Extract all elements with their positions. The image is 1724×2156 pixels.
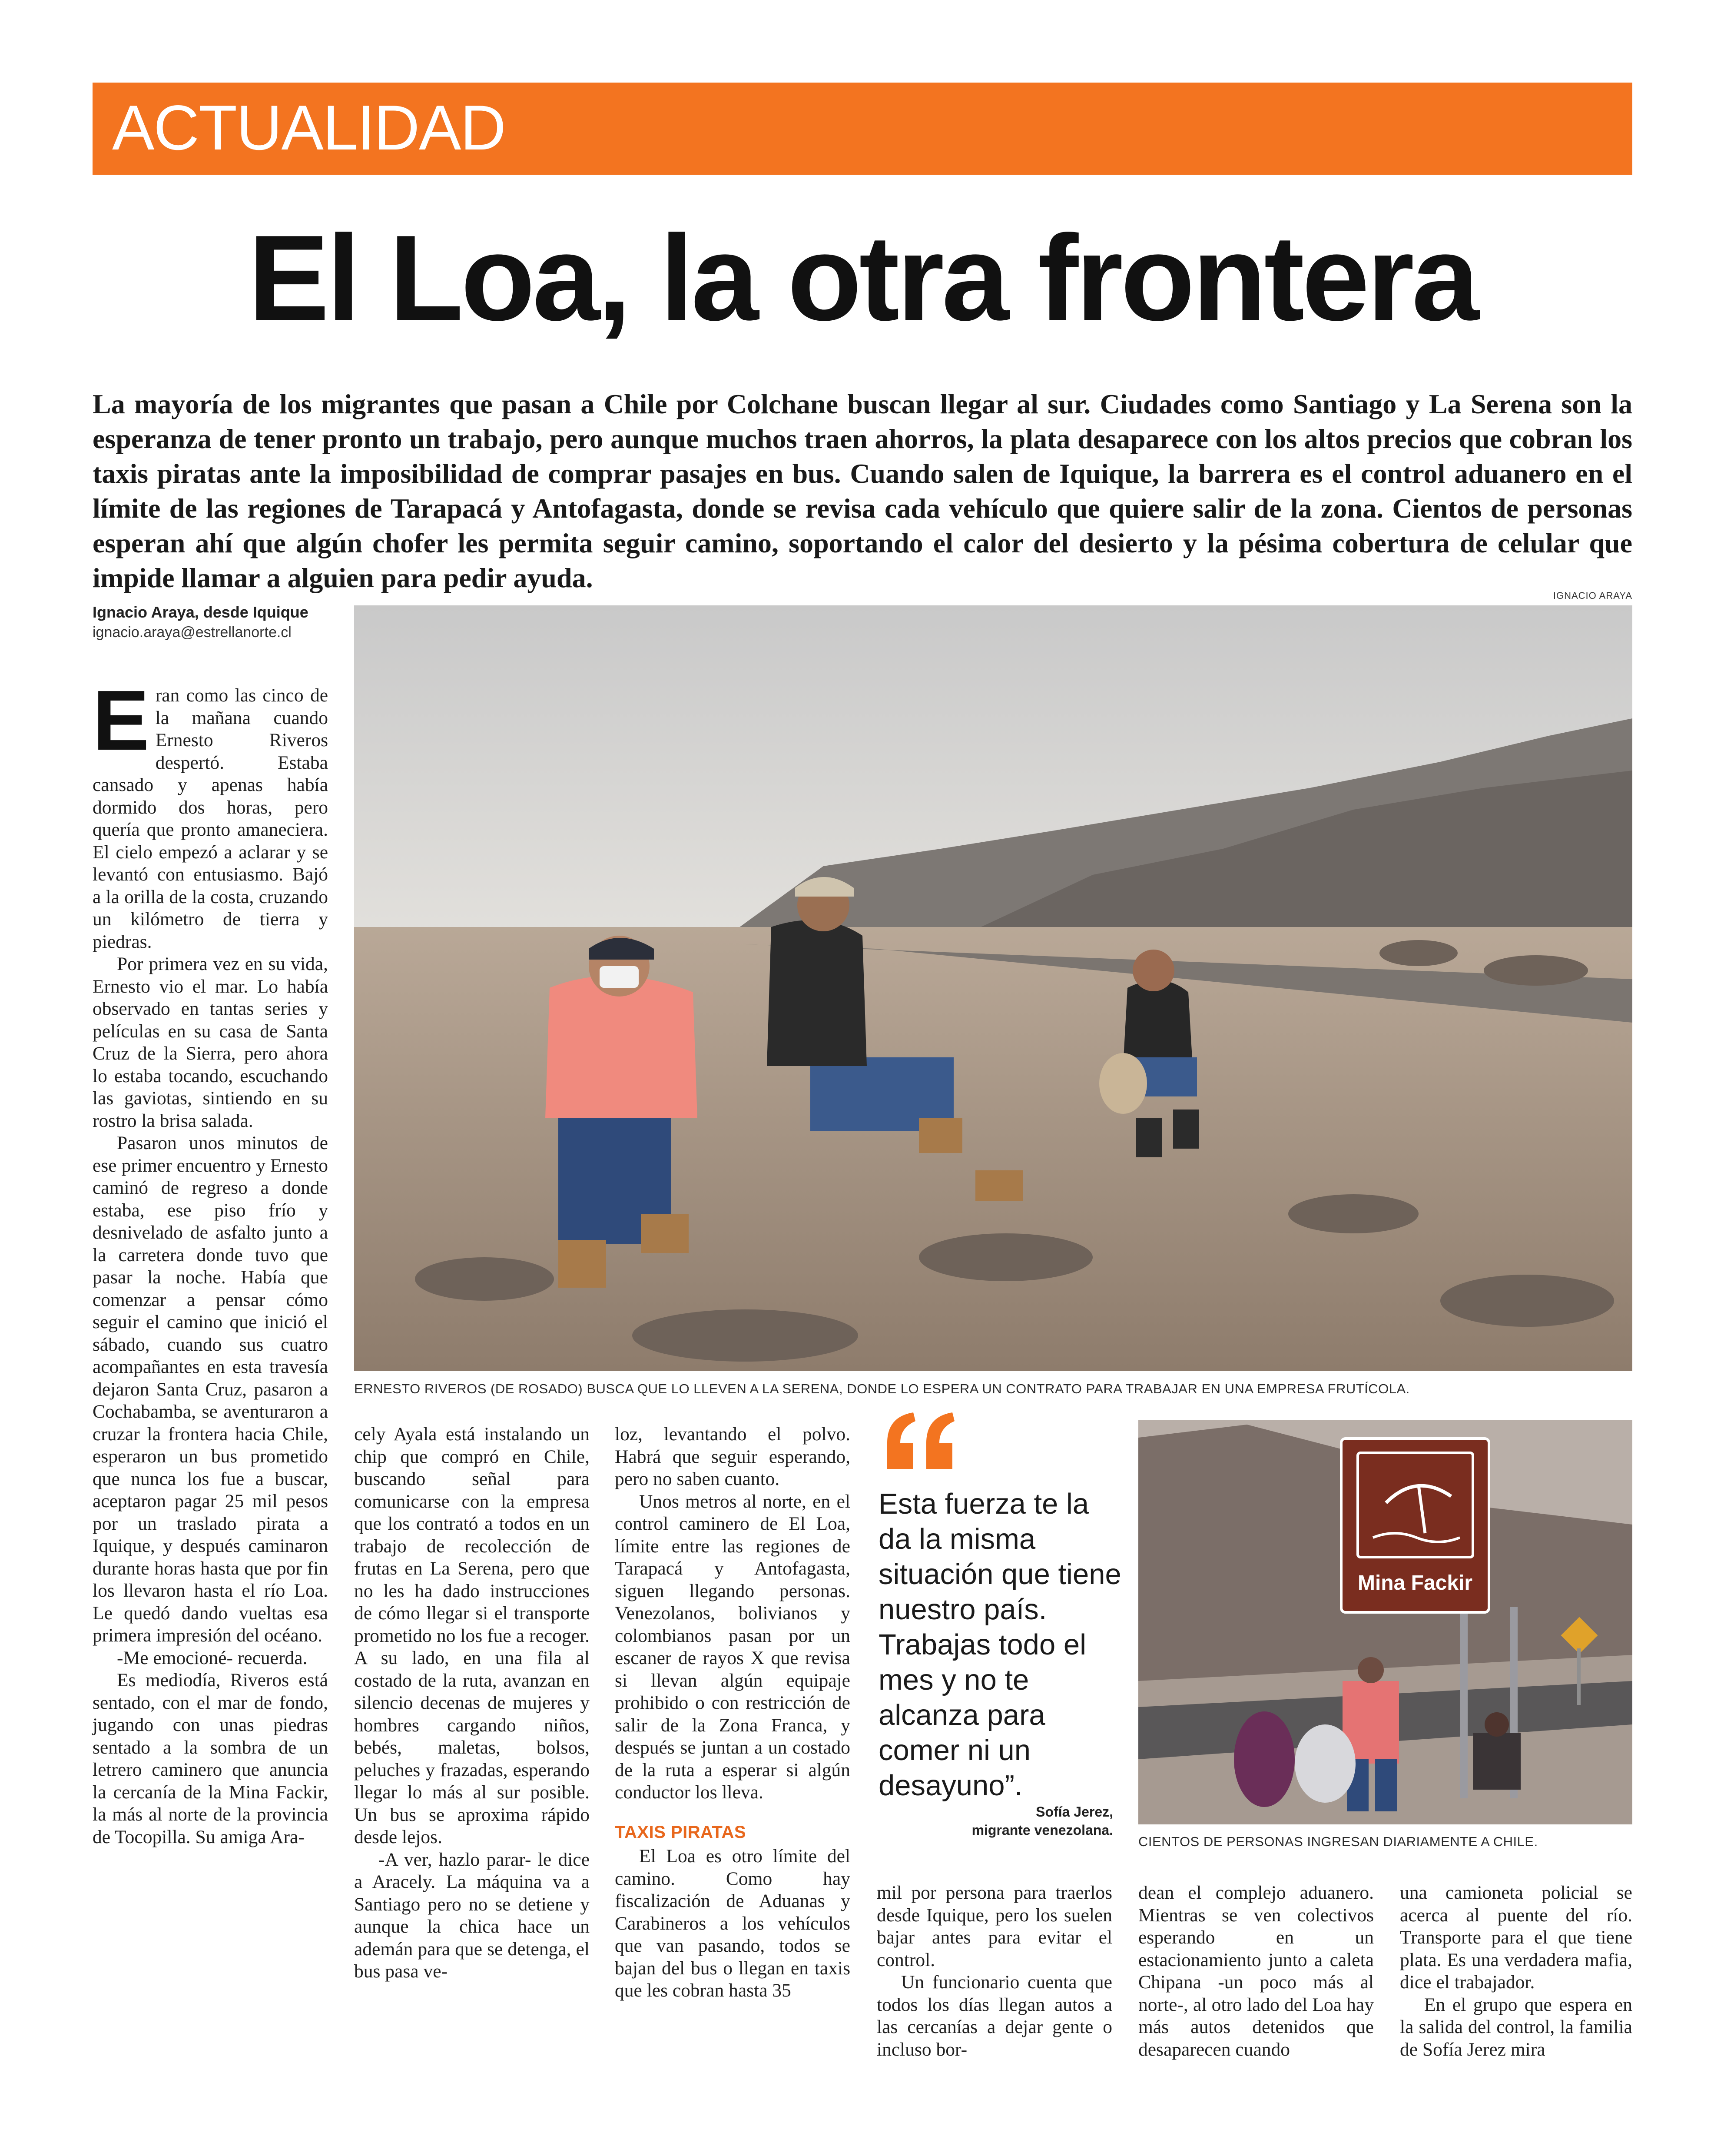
paragraph: Unos metros al norte, en el control caminero de El Loa, límite entre las regiones de Tarapacá y Antofagasta, siguen llegando personas. Venezolanos, bolivianos y colombianos pasan por un escaner de rayos X que revisa si llevan algún equipaje prohibido o con restricción de salir de la Zona Franca, y después se juntan a un costado de la ruta a esperar si algún conductor los lleva.: [615, 1491, 850, 1803]
paragraph: una camioneta policial se acerca al puente del río. Transporte para el que tiene plata. Es una verdadera mafia, dice el trabajador.: [1400, 1882, 1632, 1993]
paragraph: El Loa es otro límite del camino. Como hay fiscalización de Aduanas y Carabineros a los vehículos que van pasando, todos se bajan del bus o llegan en taxis que les cobran hasta 35: [615, 1846, 850, 2001]
quote-mark-icon: [879, 1408, 965, 1473]
paragraph: Un funcionario cuenta que todos los días llegan autos a las cercanías a dejar gente o incluso bor-: [877, 1972, 1112, 2060]
headline: El Loa, la otra frontera: [248, 210, 1477, 346]
section-label: ACTUALIDAD: [112, 92, 505, 163]
sign-text: Mina Fackir: [1357, 1571, 1473, 1595]
main-photo-caption: ERNESTO RIVEROS (DE ROSADO) BUSCA QUE LO LLEVEN A LA SERENA, DONDE LO ESPERA UN CONTRATO PARA TRABAJAR EN UNA EMPRESA FRUTÍCOLA.: [354, 1381, 1410, 1396]
body-column-5: [1138, 1882, 1374, 2061]
photo-credit: IGNACIO ARAYA: [1553, 590, 1632, 601]
sign-photo-caption: CIENTOS DE PERSONAS INGRESAN DIARIAMENTE A CHILE.: [1138, 1834, 1538, 1849]
paragraph: dean el complejo aduanero. Mientras se ven colectivos esperando en un estacionamiento junto a caleta Chipana -un poco más al norte-, al otro lado del Loa hay más autos detenidos que desaparecen cuando: [1138, 1882, 1374, 2060]
paragraph: -A ver, hazlo parar- le dice a Aracely. La máquina va a Santiago pero no se detiene y aunque la chica hace un ademán para que se detenga, el bus pasa ve-: [354, 1849, 590, 1982]
body-column-1: [93, 673, 328, 1848]
subhead: TAXIS PIRATAS: [615, 1822, 746, 1842]
body-column-3: [615, 1423, 850, 2002]
paragraph: Eran como las cinco de la mañana cuando Ernesto Riveros despertó. Estaba cansado y apenas había dormido dos horas, pero quería que pronto amaneciera. El cielo empezó a aclarar y se levantó con entusiasmo. Bajó a la orilla de la costa, cruzando un kilómetro de tierra y piedras.: [93, 673, 328, 952]
dropcap: E: [93, 673, 149, 768]
lead-paragraph: La mayoría de los migrantes que pasan a Chile por Colchane buscan llegar al sur. Ciudades como Santiago y La Serena son la esperanza de tener pronto un trabajo, pero aunque muchos traen ahorros, la plata desaparece con los altos precios que cobran los taxis piratas ante la imposibilidad de comprar pasajes en bus. Cuando salen de Iquique, la barrera es el control aduanero en el límite de las regiones de Tarapacá y Antofagasta, donde se revisa cada vehículo que quiere salir de la zona. Cientos de personas esperan ahí que algún chofer les permita seguir camino, soportando el calor del desierto y la pésima cobertura de celular que impide llamar a alguien para pedir ayuda.: [93, 389, 1632, 593]
section-band: [93, 83, 1632, 175]
paragraph: mil por persona para traerlos desde Iquique, pero los suelen bajar antes para evitar el control.: [877, 1882, 1112, 1970]
paragraph: Por primera vez en su vida, Ernesto vio el mar. Lo había observado en tantas series y películas en su casa de Santa Cruz de la Sierra, pero ahora lo estaba tocando, escuchando las gaviotas, sintiendo en su rostro la brisa salada.: [93, 953, 328, 1131]
body-column-2: [354, 1423, 590, 1983]
paragraph: loz, levantando el polvo. Habrá que seguir esperando, pero no saben cuanto.: [615, 1424, 850, 1489]
body-column-4: [877, 1882, 1112, 2061]
body-column-6: [1400, 1882, 1632, 2061]
paragraph: Pasaron unos minutos de ese primer encuentro y Ernesto caminó de regreso a donde estaba, ese piso frío y desnivelado de asfalto junto a la carretera donde tuvo que pasar la noche. Había que comenzar a pensar cómo seguir el camino que inició el sábado, cuando sus cuatro acompañantes en esta travesía dejaron Santa Cruz, pasaron a Cochabamba, se aventuraron a cruzar la frontera hacia Chile, esperaron un bus prometido que nunca los fue a buscar, aceptaron pagar 25 mil pesos por un traslado pirata a Iquique, y después caminaron durante horas hasta que por fin los llevaron hasta el río Loa. Le quedó dando vueltas esa primera impresión del océano.: [93, 1133, 328, 1646]
byline-email: ignacio.araya@estrellanorte.cl: [93, 624, 292, 641]
pull-quote: Esta fuerza te la da la misma situación que tiene nuestro país. Trabajas todo el mes y no te alcanza para comer ni un desayuno”.: [879, 1488, 1121, 1802]
quote-author-name: Sofía Jerez,: [1036, 1804, 1113, 1820]
pull-quote-attribution: [879, 1803, 1113, 1839]
byline-author: Ignacio Araya, desde Iquique: [93, 603, 308, 621]
byline: [93, 602, 308, 642]
paragraph: -Me emocioné- recuerda.: [117, 1647, 308, 1668]
paragraph: cely Ayala está instalando un chip que compró en Chile, buscando señal para comunicarse con la empresa que los contrató a todos en un trabajo de recolección de frutas en La Serena, pero que no les ha dado instrucciones de cómo llegar si el transporte prometido no los fue a recoger. A su lado, en una fila al costado de la ruta, avanzan en silencio decenas de mujeres y hombres cargando niños, bebés, maletas, bolsos, peluches y frazadas, esperando llegar lo más al sur posible. Un bus se aproxima rápido desde lejos.: [354, 1424, 590, 1847]
paragraph: En el grupo que espera en la salida del control, la familia de Sofía Jerez mira: [1400, 1994, 1632, 2060]
main-photo: [354, 605, 1632, 1371]
paragraph: Es mediodía, Riveros está sentado, con el mar de fondo, jugando con unas piedras sentado a la sombra de un letrero caminero que anuncia la cercanía de la Mina Fackir, la más al norte de la provincia de Tocopilla. Su amiga Ara-: [93, 1670, 328, 1847]
quote-author-role: migrante venezolana.: [971, 1822, 1113, 1838]
sign-photo: [1138, 1420, 1632, 1824]
